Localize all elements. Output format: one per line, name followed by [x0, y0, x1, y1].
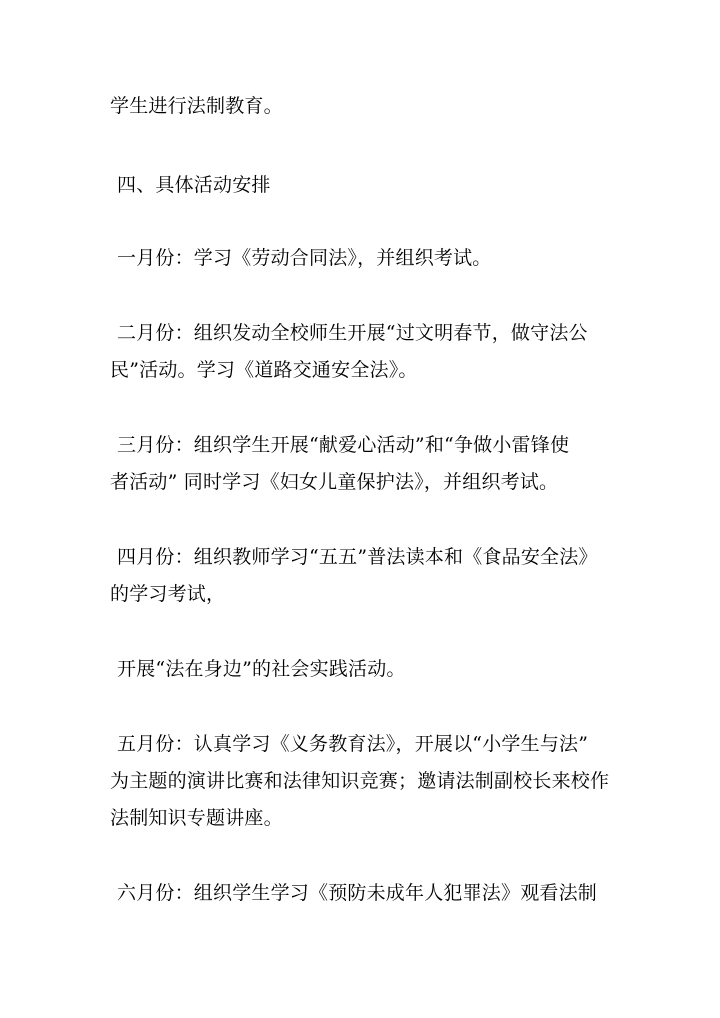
text-line: 学生进行法制教育。	[110, 95, 283, 117]
text-line: 二月份：组织发动全校师生开展“过文明春节，做守法公	[117, 322, 588, 344]
text-line: 法制知识专题讲座。	[110, 807, 283, 829]
text-line: 开展“法在身边”的社会实践活动。	[117, 658, 406, 680]
text-line: 的学习考试，	[110, 583, 226, 605]
section-heading: 四、具体活动安排	[117, 174, 271, 196]
text-line: 三月份：组织学生开展“献爱心活动”和“争做小雷锋使	[117, 434, 570, 456]
text-line: 为主题的演讲比赛和法律知识竞赛；邀请法制副校长来校作	[110, 770, 610, 792]
text-line: 四月份：组织教师学习“五五”普法读本和《食品安全法》	[117, 546, 598, 568]
text-line: 一月份：学习《劳动合同法》，并组织考试。	[117, 247, 492, 269]
text-line: 民”活动。学习《道路交通安全法》。	[110, 359, 418, 381]
text-line: 六月份：组织学生学习《预防未成年人犯罪法》观看法制	[117, 882, 598, 904]
text-line: 五月份：认真学习《义务教育法》，开展以“小学生与法”	[117, 733, 589, 755]
text-line: 者活动” 同时学习《妇女儿童保护法》，并组织考试。	[110, 471, 559, 493]
